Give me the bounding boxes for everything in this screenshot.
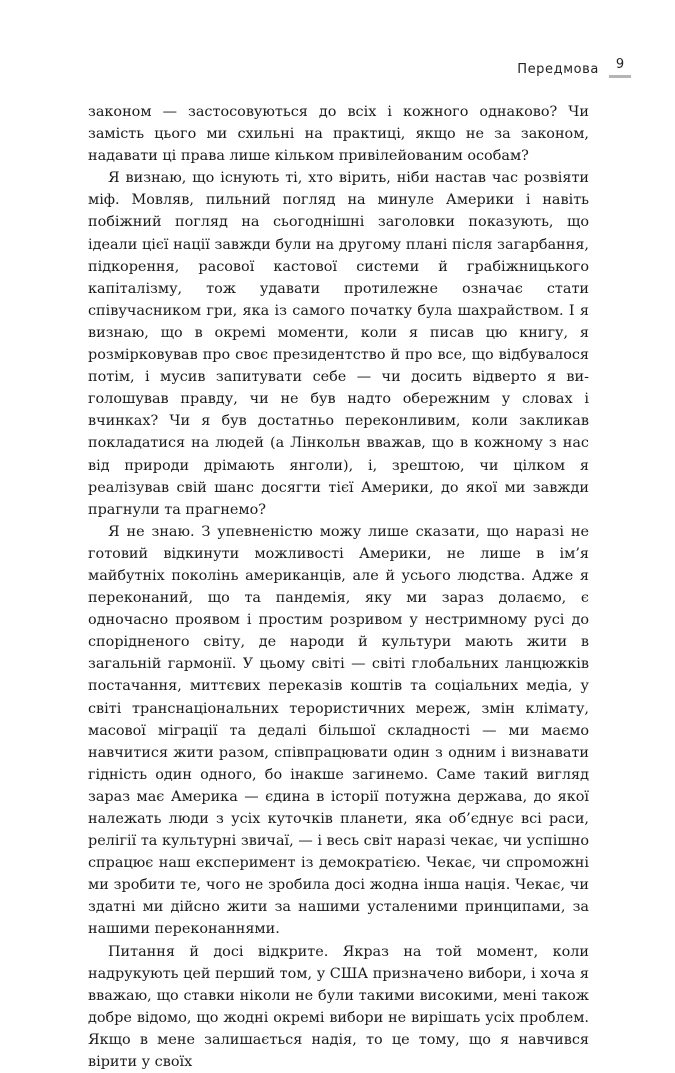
body-text [88,101,589,1073]
folio-rule [609,75,631,78]
section-title: Передмова [517,62,599,77]
paragraph: Питання й досі відкрите. Якраз на той момент, коли надрукують цей перший том, у США призначено вибори, і хоча я вважаю, що ставки ніколи не були такими високими, мені також добре відомо, що жодні окремі вибори не вирішать усіх проблем. Якщо в мене залишається надія, то це тому, що я навчився вірити у своїх [88,943,589,1071]
paragraph: Я не знаю. З упевненістю можу лише сказати, що наразі не готовий відкинути можливості Америки, не лише в ім’я майбутніх поколінь американців, але й усього людства. Адже я переконаний, що та пандемія, яку ми зараз долаємо, є одночасно проявом і простим розривом у нестримному русі до спорідненого світу, де народи й культури мають жити в загальній гармонії. У цьому світі — світі глобальних ланцюжків постачання, миттєвих переказів коштів та соціальних медіа, у світі транснаціональних терористичних мереж, змін клімату, масової міграції та дедалі більшої складності — ми маємо навчитися жити разом, співпрацювати один з одним і визнавати гідність один одного, бо інакше загинемо. Саме такий вигляд зараз має Америка — єдина в історії потужна держава, до якої належать люди з усіх куточків планети, яка об’єднує всі раси, релігії та культурні звичаї, — і весь світ наразі чекає, чи успішно спрацює наш експеримент із демократією. Чекає, чи спроможні ми зробити те, чого не зробила досі жодна інша нація. Чекає, чи здатні ми дійсно жити за нашими усталеними принципами, за нашими переконаннями. [88,523,589,938]
paragraph-continued: законом — застосовуються до всіх і кожного однаково? Чи замість цього ми схильні на практиці, якщо не за законом, надавати ці права лише кільком привілейованим особам? [88,104,589,165]
folio [609,58,631,78]
page-number: 9 [615,57,625,72]
paragraph: Я визнаю, що існують ті, хто вірить, ніби настав час розвіяти міф. Мовляв, пильний погляд на минуле Америки і навіть побіжний погляд на сьогоднішні заголовки показують, що ідеали цієї нації завжди були на другому плані після загарбання, підкорення, расової кастової системи й грабіжницького капіталізму, тож удавати протилежне означає стати співучасником гри, яка із самого початку була шахрайством. І я визнаю, що в окремі моменти, коли я писав цю книгу, я розмірковував про своє президентство й про все, що відбувалося потім, і мусив запитувати себе — чи досить відверто я виголошував правду, чи не був надто обережним у словах і вчинках? Чи я був достатньо переконливим, коли закликав покладатися на людей (а Лінкольн вважав, що в кожному з нас від природи дрімають янголи), і, зрештою, чи цілком я реалізував свій шанс досягти тієї Америки, до якої ми завжди прагнули та прагнемо? [88,170,589,518]
running-header [517,58,631,78]
